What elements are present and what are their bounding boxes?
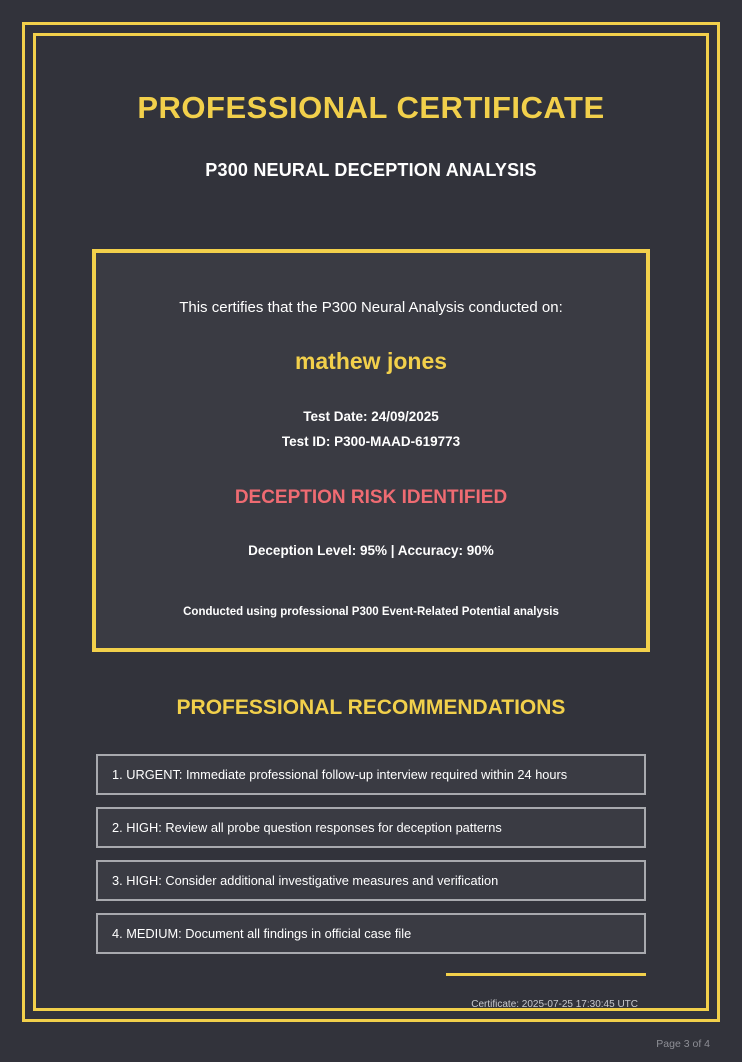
subject-name: mathew jones <box>294 348 448 374</box>
list-item: 1. URGENT: Immediate professional follow-up interview required within 24 hours <box>96 754 646 795</box>
list-item: 2. HIGH: Review all probe question responses for deception patterns <box>96 807 646 848</box>
page-subtitle: P300 NEURAL DECEPTION ANALYSIS <box>205 160 537 180</box>
recommendations-list <box>96 754 646 1010</box>
list-item: 3. HIGH: Consider additional investigative measures and verification <box>96 860 646 901</box>
accent-divider <box>446 973 646 976</box>
certification-statement: This certifies that the P300 Neural Analysis conducted on: <box>179 299 563 316</box>
outer-border <box>22 22 720 1022</box>
risk-status-headline: DECEPTION RISK IDENTIFIED <box>234 487 508 508</box>
inner-border <box>33 33 709 1011</box>
method-note: Conducted using professional P300 Event-Related Potential analysis <box>183 606 559 618</box>
page-number: Page 3 of 4 <box>656 1038 710 1050</box>
test-id: Test ID: P300-MAAD-619773 <box>281 434 461 449</box>
page-title: PROFESSIONAL CERTIFICATE <box>137 90 605 125</box>
certificate-details-box <box>92 249 650 652</box>
list-item: 4. MEDIUM: Document all findings in official case file <box>96 913 646 954</box>
recommendations-title: PROFESSIONAL RECOMMENDATIONS <box>176 696 566 719</box>
certificate-timestamp: Certificate: 2025-07-25 17:30:45 UTC <box>471 999 638 1010</box>
deception-accuracy-levels: Deception Level: 95% | Accuracy: 90% <box>248 543 494 558</box>
test-date: Test Date: 24/09/2025 <box>303 409 439 424</box>
